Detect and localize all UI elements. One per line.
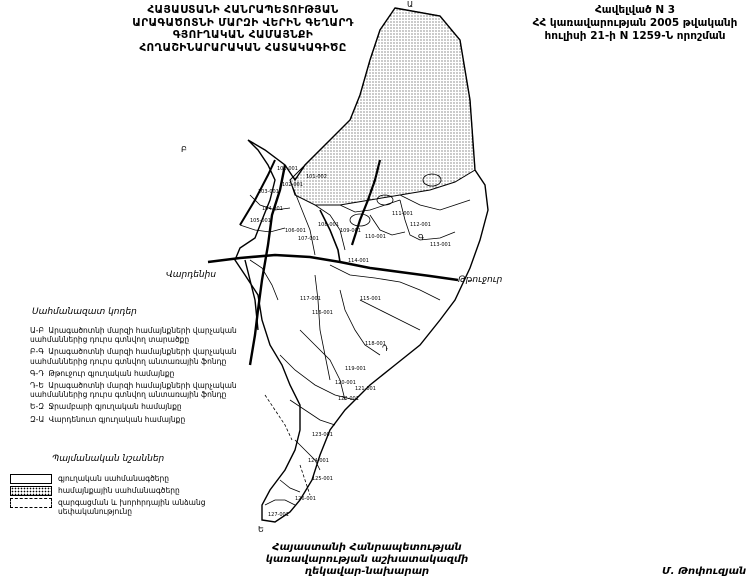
legend-code: Զ-Ա [30, 414, 45, 424]
parcel-label: 110-001 [365, 234, 386, 240]
legend-item [30, 381, 240, 399]
corner-letter-a: Ա [407, 0, 414, 9]
symbol-row-dashed [10, 498, 210, 516]
legend-item [30, 369, 240, 378]
legend-code: Բ-Գ [30, 347, 44, 357]
place-label-west: Վարդենիս [166, 270, 217, 280]
title-line-1: ՀԱՅԱՍՏԱՆԻ ՀԱՆՐԱՊԵՏՈՒԹՅԱՆ [147, 4, 339, 16]
legend-text: Ջրամբարի գյուղական համայնքը [48, 402, 182, 412]
legend-text: Արագածոտնի մարզի համայնքների վարչական սահմաններից դուրս գտնվող անտառային ֆոնդը [30, 381, 237, 400]
corner-letter-e: Ե [258, 525, 264, 534]
symbol-label: զարգացման և խորհրդային անձանց սեփականությունը [58, 498, 206, 516]
corner-letter-b: Բ [181, 145, 187, 154]
legend-code: Ա-Բ [30, 326, 44, 335]
parcel-label: 121-001 [355, 386, 376, 392]
symbol-swatch-dashed [10, 498, 52, 508]
parcel-label: 124-001 [308, 458, 329, 464]
signature-line-3: ղեկավար-նախարար [304, 566, 430, 577]
symbol-swatch-plain [10, 474, 52, 484]
title-line-2: ԱՐԱԳԱԾՈՏՆԻ ՄԱՐԶԻ ՎԵՐԻՆ ԳԵՂԱՐԴ ԳՅՈՒՂԱԿԱՆ ՀԱՄԱՅՆՔԻ [132, 16, 354, 41]
parcel-label: 113-001 [430, 242, 451, 248]
appendix-line-1: Հավելված N 3 [594, 4, 676, 16]
parcel-label: 127-001 [268, 512, 289, 518]
appendix-line-3: հուլիսի 21-ի N 1259-Ն որոշման [544, 30, 726, 42]
symbol-label: գյուղական սահմանագծերը [58, 474, 170, 483]
symbol-label: համայնքային սահմանագծերը [58, 486, 180, 495]
parcel-label: 120-001 [335, 380, 356, 386]
symbol-row-plain [10, 474, 169, 484]
parcel-label: 101-002 [306, 174, 327, 180]
legend-code: Դ-Ե [30, 381, 44, 391]
parcel-label: 102-001 [282, 182, 303, 188]
parcel-label: 108-001 [318, 222, 339, 228]
appendix-line-2: ՀՀ կառավարության 2005 թվականի [532, 17, 738, 29]
symbols-title: Պայմանական նշաններ [52, 454, 165, 464]
appendix-header [520, 4, 750, 43]
parcel-label: 126-001 [295, 496, 316, 502]
legend-item [30, 402, 240, 411]
parcel-label: 106-001 [285, 228, 306, 234]
title-line-3: ՀՈՂԱՇԻՆԱՐԱՐԱԿԱՆ ՀԱՏԱԿԱԳԻԾԸ [139, 41, 347, 54]
map-title [108, 4, 378, 54]
parcel-label: 112-001 [410, 222, 431, 228]
parcel-label: 111-001 [392, 211, 413, 217]
legend-text: Արագածոտնի մարզի համայնքների վարչական սահմաններից դուրս գտնվող անտառային ֆոնդը [30, 347, 237, 366]
parcel-label: 103-001 [258, 189, 279, 195]
signature-line-1: Հայաստանի Հանրապետության [272, 542, 462, 553]
legend-item [30, 326, 240, 344]
rivers [265, 395, 310, 495]
legend-code: Գ-Դ [30, 368, 45, 378]
legend-text: Արագածոտնի մարզի համայնքների վարչական սահմաններից դուրս գտնվող տարածքը [30, 326, 237, 345]
signature-line-2: կառավարության աշխատակազմի [265, 554, 469, 565]
parcel-label: 115-001 [360, 296, 381, 302]
parcel-label: 107-001 [298, 236, 319, 242]
parcel-label: 118-001 [365, 341, 386, 347]
signature-block [262, 542, 472, 578]
parcel-label: 104-001 [262, 206, 283, 212]
signatory-name: Մ. Թոփուզյան [662, 566, 747, 577]
legend-item [30, 347, 240, 365]
parcel-label: 116-001 [312, 310, 333, 316]
parcel-label: 117-001 [300, 296, 321, 302]
legend-title: Սահմանազատ կոդեր [32, 307, 137, 317]
symbol-row-dotted [10, 486, 180, 496]
parcel-label: 123-001 [312, 432, 333, 438]
legend-item [30, 415, 240, 424]
parcel-label: 125-001 [312, 476, 333, 482]
parcel-label: 101-001 [277, 166, 298, 172]
legend-text: Վարդենուտ գյուղական համայնքը [48, 414, 186, 424]
legend-code: Ե-Զ [30, 402, 44, 412]
parcel-label: 109-001 [340, 228, 361, 234]
legend-list [30, 326, 240, 427]
parcel-label: 122-001 [338, 396, 359, 402]
parcel-label: 105-001 [250, 218, 271, 224]
parcel-label: 114-001 [348, 258, 369, 264]
parcel-label: 119-001 [345, 366, 366, 372]
place-label-east: Թթուջուր [458, 275, 503, 285]
legend-text: Թթուջուր գյուղական համայնքը [48, 368, 175, 378]
symbol-swatch-dotted [10, 486, 52, 496]
corner-letter-g: Գ [418, 233, 425, 242]
corner-letter-d: Դ [382, 344, 389, 353]
